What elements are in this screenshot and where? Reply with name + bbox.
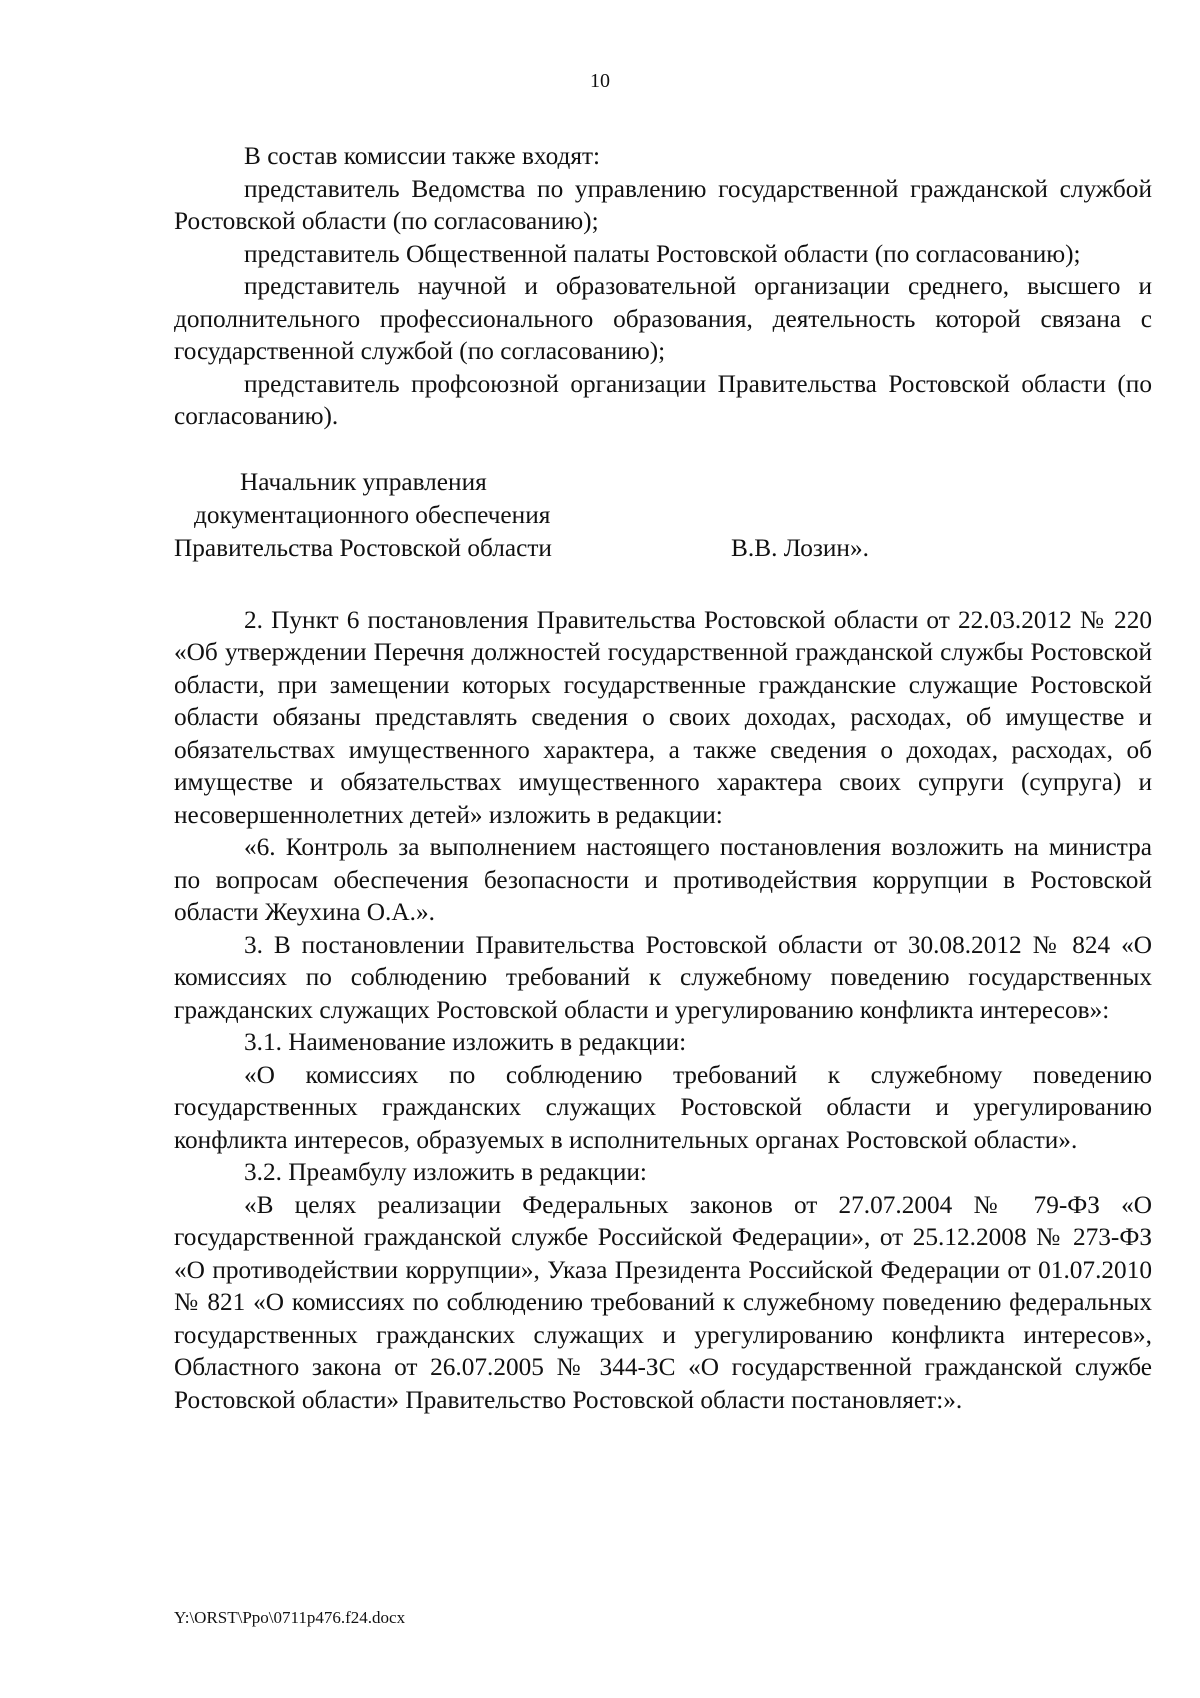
paragraph: «6. Контроль за выполнением настоящего постановления возложить на министра по вопросам обеспечения безопасности и противодействия коррупции в Ростовской области Жеухина О.А.». [174,833,1152,926]
signature-name: В.В. Лозин». [731,533,869,562]
signature-title-line-1: Начальник управления [240,467,487,496]
paragraph: 3. В постановлении Правительства Ростовской области от 30.08.2012 № 824 «О комиссиях по соблюдению требований к служебному поведению государственных гражданских служащих Ростовской области и урегулированию конфликта интересов»: [174,930,1152,1024]
signature-title-line-2: документационного обеспечения [194,500,551,529]
page-number: 10 [590,70,610,92]
paragraph: представитель Ведомства по управлению государственной гражданской службой Ростовской области (по согласованию); [174,174,1152,235]
signature-title-line-3: Правительства Ростовской области [174,533,552,562]
paragraph: 2. Пункт 6 постановления Правительства Ростовской области от 22.03.2012 № 220 «Об утверждении Перечня должностей государственной гражданской службы Ростовской области, при замещении которых государственные гражданские служащие Ростовской области обязаны представлять сведения о своих доходах, расходах, об имуществе и обязательствах имущественного характера, а также сведения о доходах, расходах, об имуществе и обязательствах имущественного характера своих супруги (супруга) и несовершеннолетних детей» изложить в редакции: [174,605,1152,829]
paragraph: «В целях реализации Федеральных законов от 27.07.2004 № 79-ФЗ «О государственной гражданской службе Российской Федерации», от 25.12.2008 № 273-ФЗ «О противодействии коррупции», Указа Президента Российской Федерации от 01.07.2010 № 821 «О комиссиях по соблюдению требований к служебному поведению федеральных государственных гражданских служащих и урегулированию конфликта интересов», Областного закона от 26.07.2005 № 344-ЗС «О государственной гражданской службе Ростовской области» Правительство Ростовской области постановляет:». [174,1190,1152,1414]
paragraph: представитель научной и образовательной организации среднего, высшего и дополнительного профессионального образования, деятельность которой связана с государственной службой (по согласованию); [174,272,1152,365]
paragraph: «О комиссиях по соблюдению требований к служебному поведению государственных гражданских служащих Ростовской области и урегулированию конфликта интересов, образуемых в исполнительных органах Ростовской области». [174,1060,1152,1154]
paragraph: представитель профсоюзной организации Правительства Ростовской области (по согласованию). [174,369,1152,430]
paragraph: В состав комиссии также входят: [244,142,601,170]
paragraph: представитель Общественной палаты Ростовской области (по согласованию); [244,239,1081,268]
document-body [174,140,1152,1416]
paragraph: 3.2. Преамбулу изложить в редакции: [244,1158,647,1186]
file-path-footer: Y:\ORST\Ppo\0711p476.f24.docx [174,1608,406,1627]
paragraph: 3.1. Наименование изложить в редакции: [244,1028,687,1056]
signature-block [174,466,1152,566]
